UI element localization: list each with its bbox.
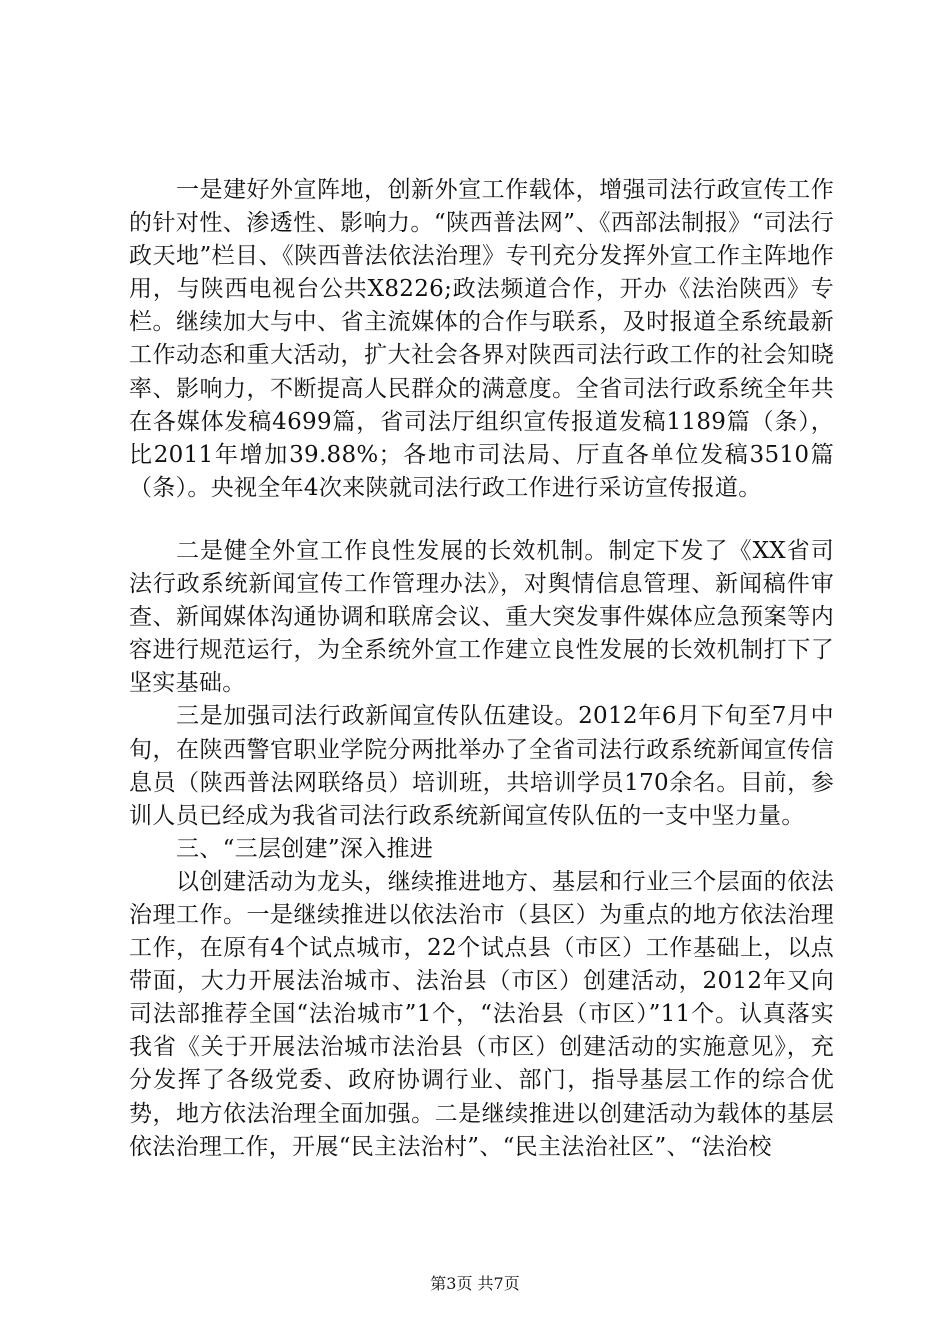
section-heading-three-level-creation: 三、“三层创建”深入推进 [176, 835, 434, 862]
document-body [129, 174, 834, 1164]
paragraph-external-publicity-base: 一是建好外宣阵地，创新外宣工作载体，增强司法行政宣传工作的针对性、渗透性、影响力。“陕西普法网”、《西部法制报》“司法行政天地”栏目、《陕西普法依法治理》专刊充分发挥外宣工作主阵地作用，与陕西电视台公共X8226;政法频道合作，开办《法治陕西》专栏。继续加大与中、省主流媒体的合作与联系，及时报道全系统最新工作动态和重大活动，扩大社会各界对陕西司法行政工作的社会知晓率、影响力，不断提高人民群众的满意度。全省司法行政系统全年共在各媒体发稿4699篇，省司法厅组织宣传报道发稿1189篇（条），比2011年增加39.88%；各地市司法局、厅直各单位发稿3510篇（条）。央视全年4次来陕就司法行政工作进行采访宣传报道。 [129, 177, 834, 501]
paragraph-creation-activities: 以创建活动为龙头，继续推进地方、基层和行业三个层面的依法治理工作。一是继续推进以依法治市（县区）为重点的地方依法治理工作，在原有4个试点城市，22个试点县（市区）工作基础上，以点带面，大力开展法治城市、法治县（市区）创建活动，2012年又向司法部推荐全国“法治城市”1个，“法治县（市区）”11个。认真落实我省《关于开展法治城市法治县（市区）创建活动的实施意见》，充分发挥了各级党委、政府协调行业、部门，指导基层工作的综合优势，地方依法治理全面加强。二是继续推进以创建活动为载体的基层依法治理工作，开展“民主法治村”、“民主法治社区”、“法治校 [129, 868, 834, 1160]
paragraph-long-term-mechanism: 二是健全外宣工作良性发展的长效机制。制定下发了《XX省司法行政系统新闻宣传工作管理办法》，对舆情信息管理、新闻稿件审查、新闻媒体沟通协调和联席会议、重大突发事件媒体应急预案等内容进行规范运行，为全系统外宣工作建立良性发展的长效机制打下了坚实基础。 [129, 537, 834, 697]
paragraph-team-building: 三是加强司法行政新闻宣传队伍建设。2012年6月下旬至7月中旬，在陕西警官职业学院分两批举办了全省司法行政系统新闻宣传信息员（陕西普法网联络员）培训班，共培训学员170余名。目前，参训人员已经成为我省司法行政系统新闻宣传队伍的一支中坚力量。 [129, 703, 834, 829]
page-number-footer: 第3页 共7页 [430, 1274, 520, 1293]
